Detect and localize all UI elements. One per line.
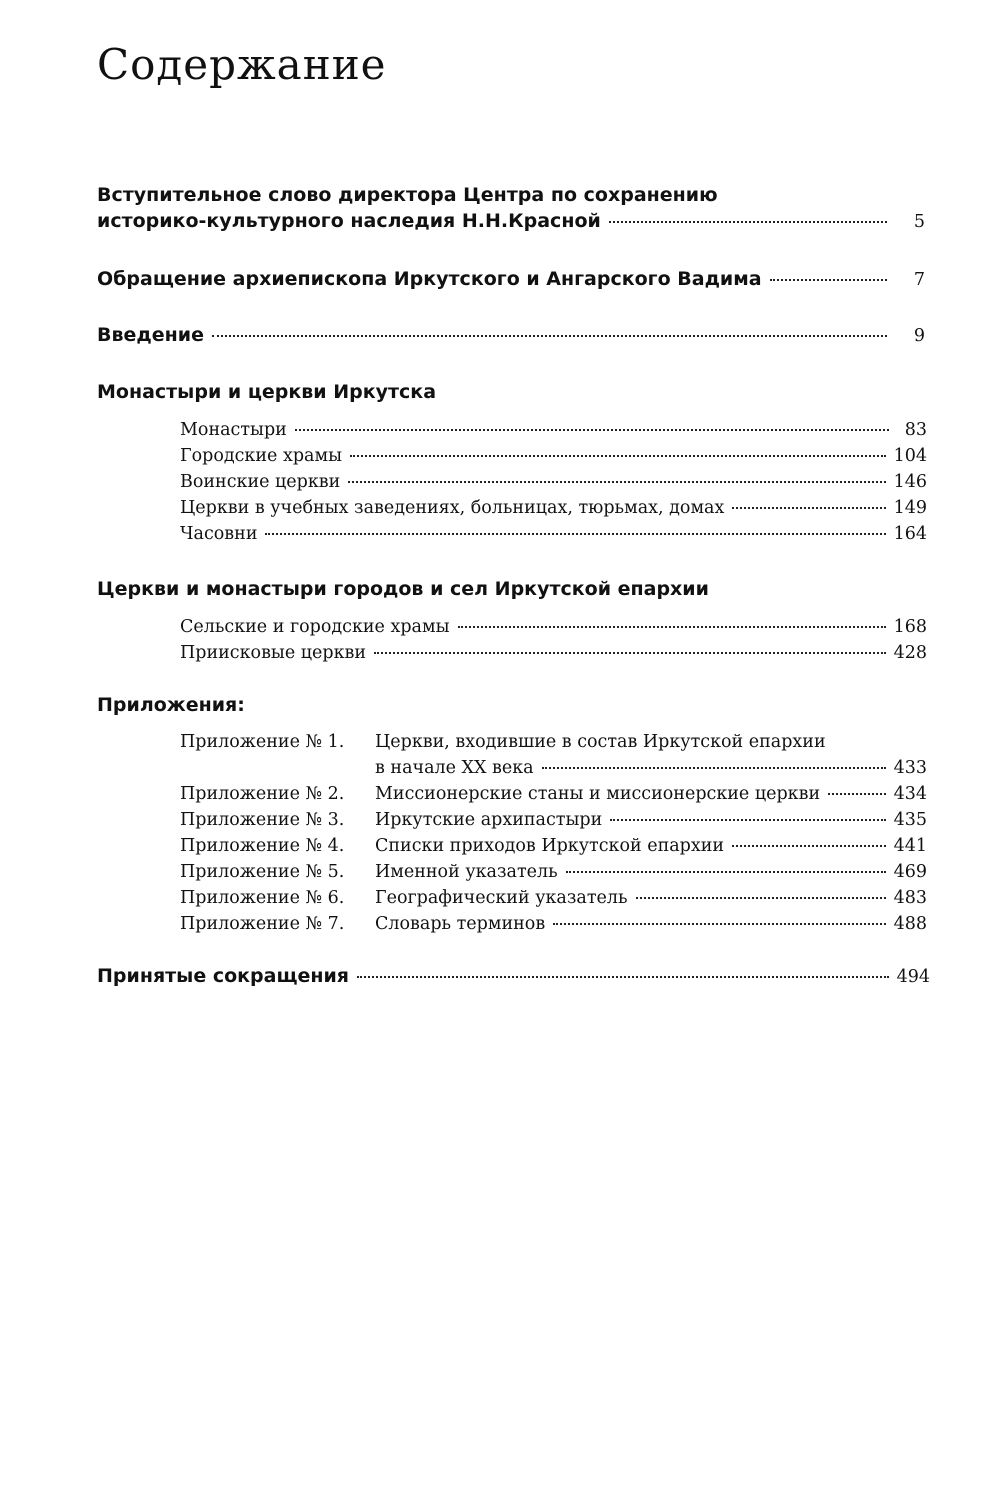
page-number: 434 [893,784,927,804]
dot-leader [732,845,886,847]
toc-entry-mine-churches[interactable] [180,640,927,666]
toc-entry-title: Введение [97,324,204,346]
toc-entry-title: Часовни [180,524,258,544]
toc-entry-intro[interactable] [97,208,925,234]
page-number: 488 [893,914,927,934]
section-heading-appendices: Приложения: [97,694,245,716]
toc-entry-appendix-7[interactable] [180,911,927,937]
toc-entry-appendix-5[interactable] [180,859,927,885]
toc-entry-chapels[interactable] [180,521,927,547]
page-number: 7 [913,270,925,290]
page-number: 469 [893,862,927,882]
toc-entry-title: Обращение архиепископа Иркутского и Ангарского Вадима [97,268,762,290]
toc-entry-title: Принятые сокращения [97,965,350,987]
toc-entry-monasteries[interactable] [180,417,927,443]
toc-entry-title: Словарь терминов [375,914,546,934]
toc-entry-abbreviations[interactable] [97,963,930,989]
toc-entry-appendix-4[interactable] [180,833,927,859]
dot-leader [295,429,889,431]
toc-entry-title: Воинские церкви [180,472,341,492]
dot-leader [566,871,886,873]
dot-leader [553,923,885,925]
page-number: 83 [904,420,927,440]
toc-entry-title: Церкви в учебных заведениях, больницах, тюрьмах, домах [180,498,725,518]
appendix-prefix: Приложение № 2. [180,784,345,804]
page-number: 168 [893,617,927,637]
toc-entry-appendix-6[interactable] [180,885,927,911]
toc-entry-military-churches[interactable] [180,469,927,495]
toc-entry-address[interactable] [97,266,925,292]
appendix-prefix: Приложение № 7. [180,914,345,934]
dot-leader [458,626,886,628]
toc-entry-appendix-1[interactable] [375,755,927,781]
toc-entry-title: Приисковые церкви [180,643,367,663]
toc-entry-title: Городские храмы [180,446,343,466]
page-number: 428 [893,643,927,663]
dot-leader [610,819,885,821]
appendix-prefix: Приложение № 4. [180,836,345,856]
toc-entry-introduction[interactable] [97,322,925,348]
appendix-prefix: Приложение № 6. [180,888,345,908]
toc-entry-title: Церкви, входившие в состав Иркутской епархии [375,732,826,752]
page-number: 164 [893,524,927,544]
dot-leader [770,279,887,281]
appendix-prefix: Приложение № 3. [180,810,345,830]
toc-entry-institution-churches[interactable] [180,495,927,521]
toc-entry-city-churches[interactable] [180,443,927,469]
dot-leader [212,335,887,337]
page-number: 441 [893,836,927,856]
toc-entry-title: Сельские и городские храмы [180,617,450,637]
toc-entry-title: историко-культурного наследия Н.Н.Красной [97,210,601,232]
page-number: 146 [893,472,927,492]
toc-entry-title: Списки приходов Иркутской епархии [375,836,725,856]
toc-entry-title: Монастыри [180,420,287,440]
page-number: 433 [893,758,927,778]
page-number: 149 [893,498,927,518]
dot-leader [732,507,885,509]
toc-entry-title: Географический указатель [375,888,628,908]
dot-leader [609,221,887,223]
page-title: Содержание [97,40,387,89]
dot-leader [357,976,889,978]
toc-entry-rural-churches[interactable] [180,614,927,640]
toc-entry-intro-line1: Вступительное слово директора Центра по сохранению [97,184,718,206]
toc-entry-title: Миссионерские станы и миссионерские церкви [375,784,821,804]
page-number: 435 [893,810,927,830]
dot-leader [542,767,886,769]
section-heading-eparchy: Церкви и монастыри городов и сел Иркутской епархии [97,578,709,600]
toc-entry-appendix-1-line1 [180,729,826,755]
dot-leader [265,533,885,535]
dot-leader [350,455,886,457]
dot-leader [828,793,885,795]
page-number: 494 [896,967,930,987]
toc-entry-title: Именной указатель [375,862,558,882]
dot-leader [636,897,886,899]
page-number: 9 [913,326,925,346]
toc-entry-appendix-2[interactable] [180,781,927,807]
toc-entry-appendix-3[interactable] [180,807,927,833]
toc-entry-title-continued: в начале XX века [375,758,534,778]
toc-entry-title: Иркутские архипастыри [375,810,603,830]
page-number: 5 [913,212,925,232]
dot-leader [348,481,885,483]
page-number: 483 [893,888,927,908]
appendix-prefix: Приложение № 5. [180,862,345,882]
page-number: 104 [893,446,927,466]
section-heading-irkutsk: Монастыри и церкви Иркутска [97,381,437,403]
dot-leader [374,652,886,654]
appendix-prefix: Приложение № 1. [180,732,345,752]
